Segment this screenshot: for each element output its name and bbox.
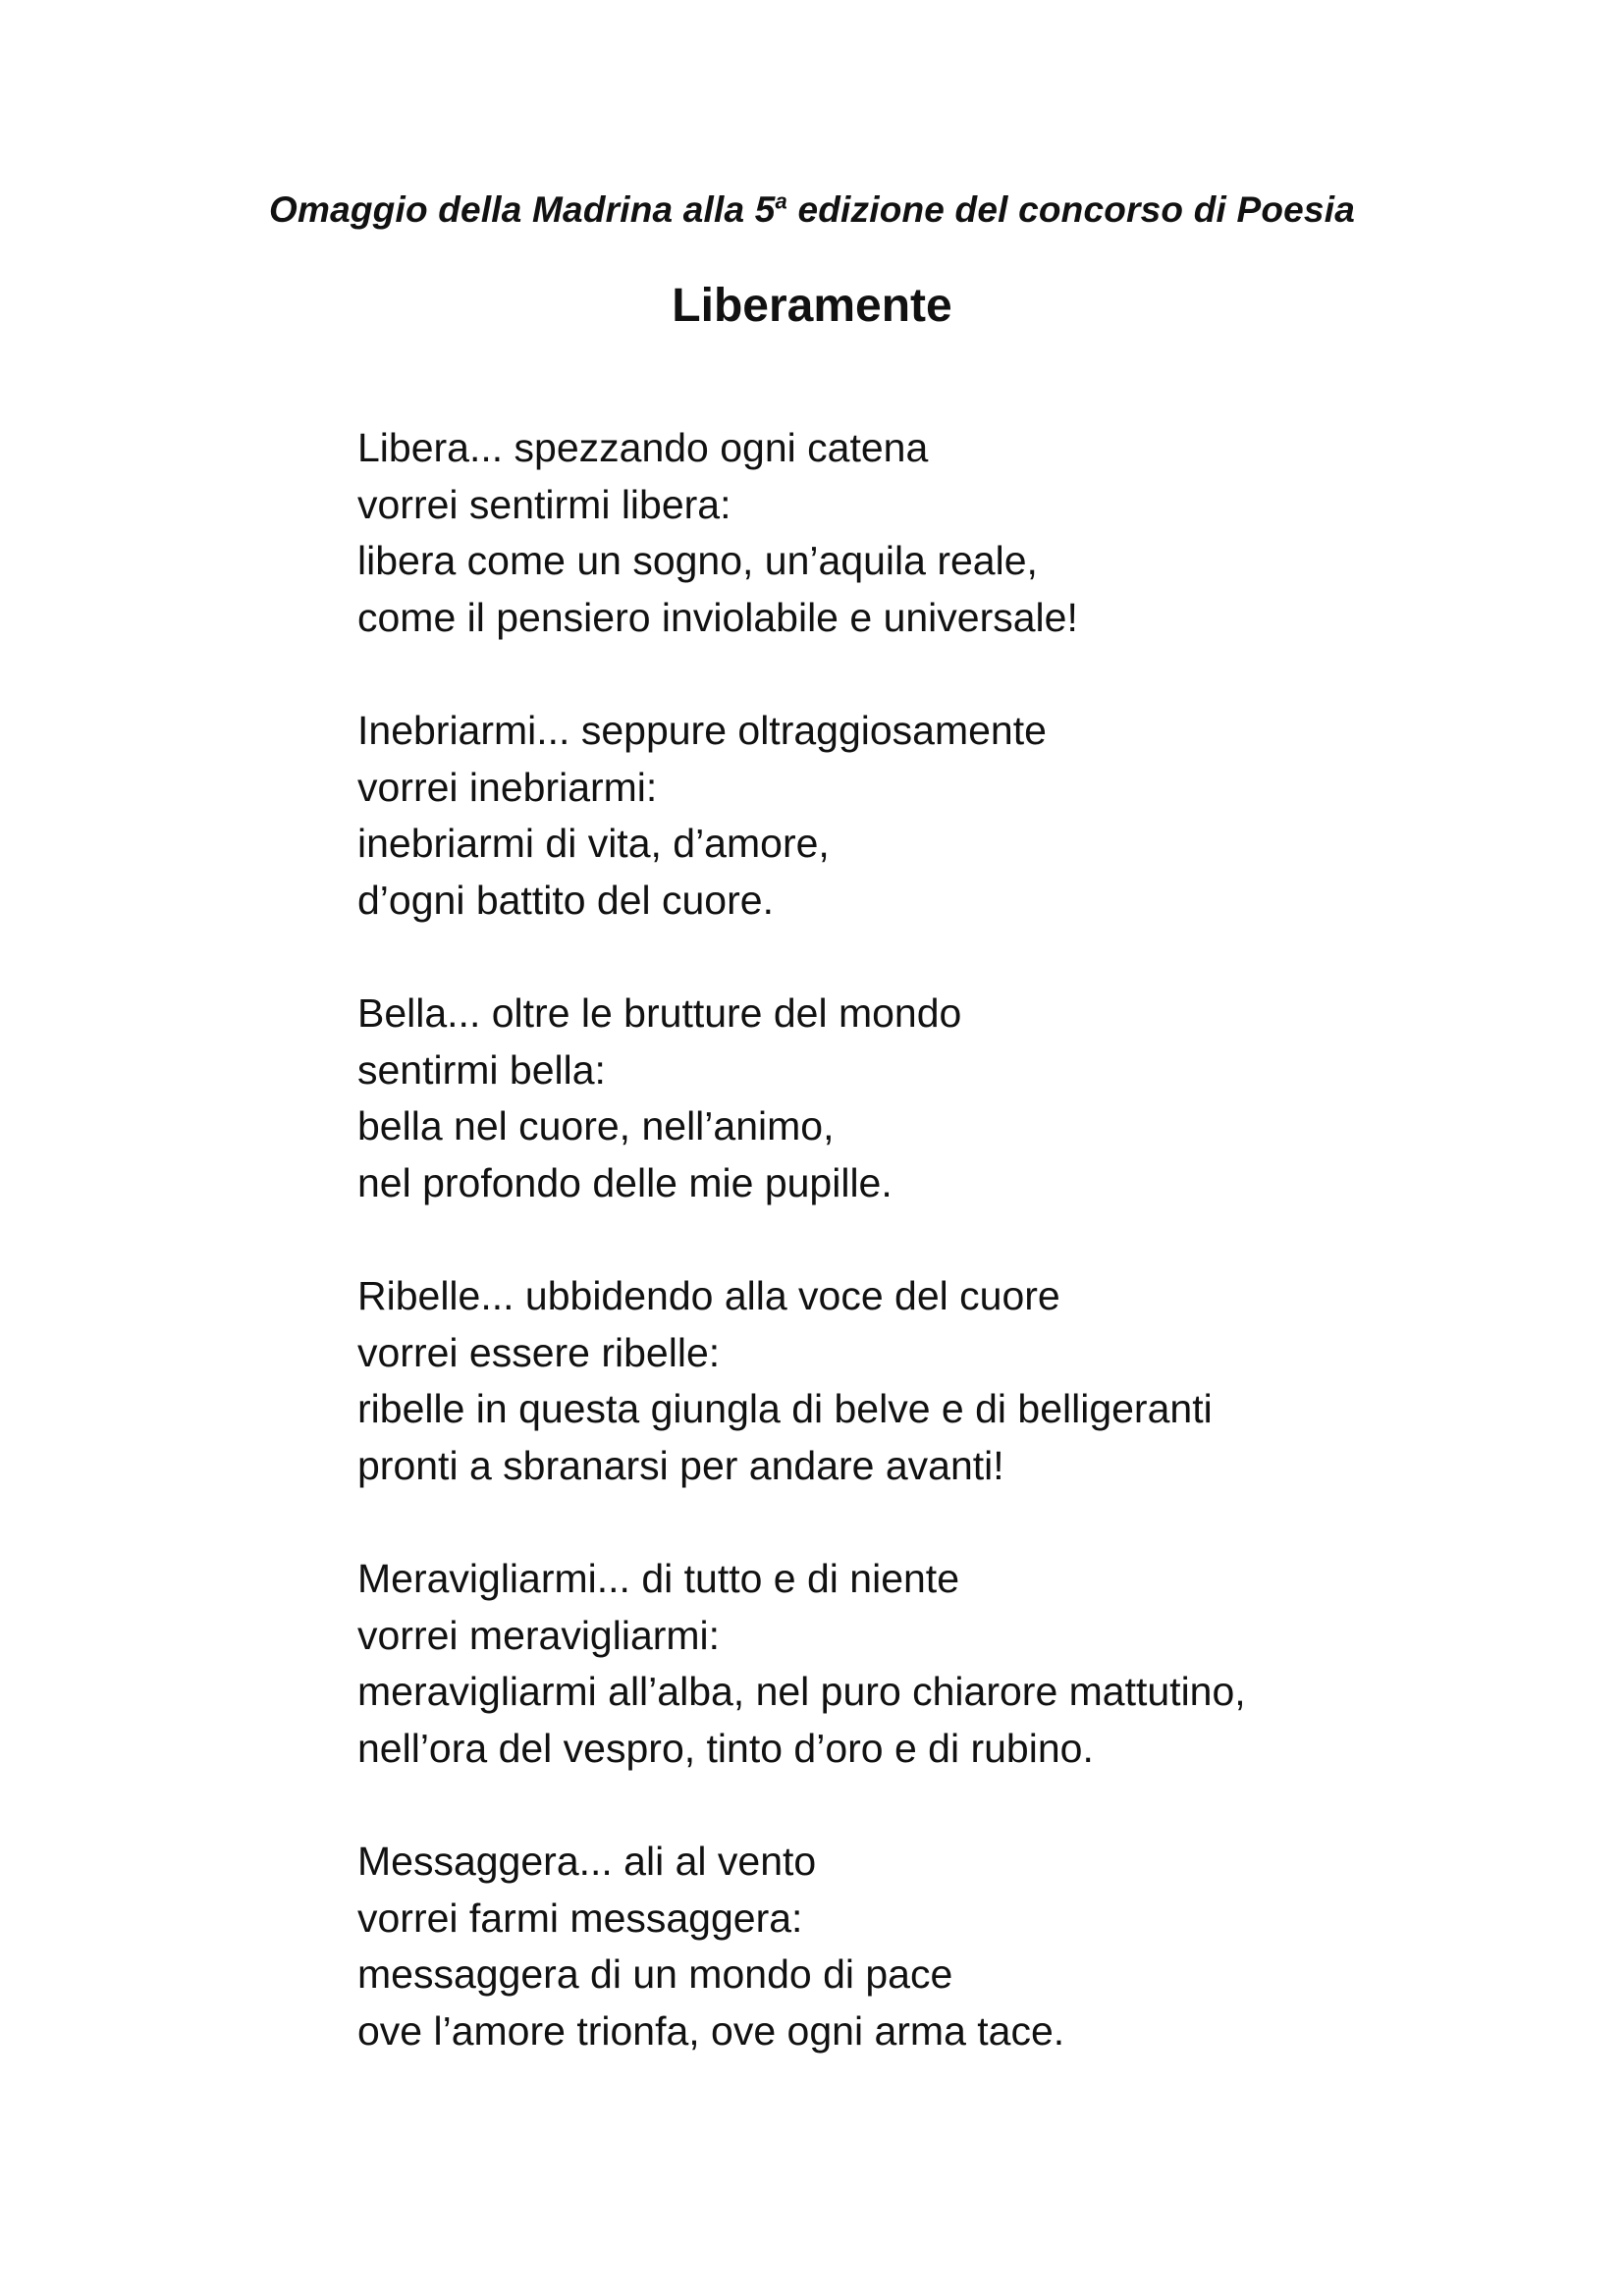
poem-line: bella nel cuore, nell’animo, xyxy=(357,1103,835,1148)
stanza-5 xyxy=(357,1551,1536,1777)
poem-line: Ribelle... ubbidendo alla voce del cuore xyxy=(357,1273,1060,1318)
poem-line: nell’ora del vespro, tinto d’oro e di rubino. xyxy=(357,1725,1094,1771)
dedication-prefix: Omaggio della Madrina alla 5 xyxy=(269,189,776,230)
poem-line: vorrei farmi messaggera: xyxy=(357,1895,803,1941)
poem-line: pronti a sbranarsi per andare avanti! xyxy=(357,1442,1004,1488)
stanza-2 xyxy=(357,703,1536,929)
stanza-6 xyxy=(357,1834,1536,2059)
poem-line: Messaggera... ali al vento xyxy=(357,1839,817,1884)
stanza-1 xyxy=(357,420,1536,646)
stanza-4 xyxy=(357,1268,1536,1494)
poem-line: nel profondo delle mie pupille. xyxy=(357,1159,893,1205)
stanza-3 xyxy=(357,986,1536,1211)
poem-line: Bella... oltre le brutture del mondo xyxy=(357,990,962,1036)
poem-body xyxy=(357,420,1536,2116)
poem-line: sentirmi bella: xyxy=(357,1046,606,1093)
poem-line: inebriarmi di vita, d’amore, xyxy=(357,821,830,866)
poem-line: vorrei sentirmi libera: xyxy=(357,481,731,527)
poem-line: vorrei inebriarmi: xyxy=(357,764,658,810)
poem-line: come il pensiero inviolabile e universale! xyxy=(357,594,1078,640)
poem-line: vorrei essere ribelle: xyxy=(357,1329,721,1375)
poem-line: messaggera di un mondo di pace xyxy=(357,1951,953,1997)
dedication-suffix: edizione del concorso di Poesia xyxy=(786,189,1355,230)
poem-title: Liberamente xyxy=(672,280,952,332)
poem-line: d’ogni battito del cuore. xyxy=(357,877,774,923)
poem-line: Meravigliarmi... di tutto e di niente xyxy=(357,1556,959,1601)
dedication-superscript: a xyxy=(775,188,787,214)
poem-line: meravigliarmi all’alba, nel puro chiarore mattutino, xyxy=(357,1669,1246,1714)
dedication-line xyxy=(0,183,1624,238)
poem-line: vorrei meravigliarmi: xyxy=(357,1612,721,1658)
poem-line: ribelle in questa giungla di belve e di belligeranti xyxy=(357,1386,1213,1431)
poem-line: ove l’amore trionfa, ove ogni arma tace. xyxy=(357,2007,1065,2054)
poem-line: libera come un sogno, un’aquila reale, xyxy=(357,538,1038,583)
poem-line: Inebriarmi... seppure oltraggiosamente xyxy=(357,708,1047,753)
poem-line: Libera... spezzando ogni catena xyxy=(357,425,929,470)
